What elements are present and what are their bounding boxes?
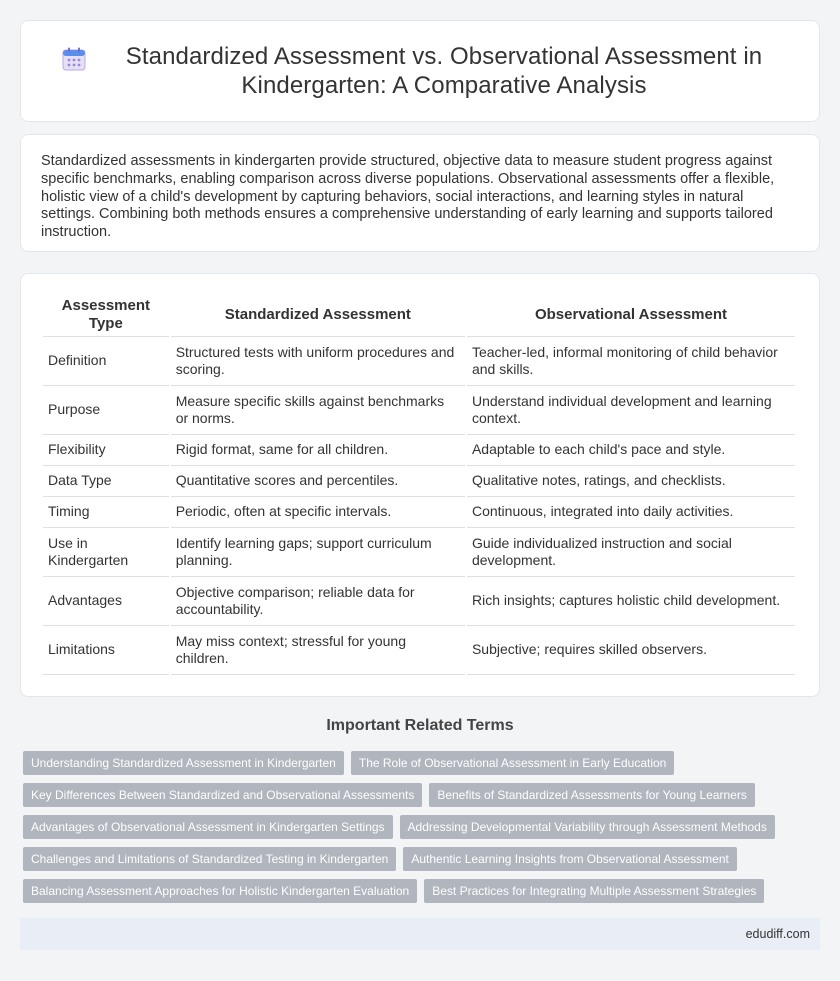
row-label: Purpose xyxy=(43,386,169,435)
observational-cell: Guide individualized instruction and social development. xyxy=(467,528,795,577)
related-terms-title: Important Related Terms xyxy=(326,717,514,734)
table-row xyxy=(43,337,795,386)
title-wrap xyxy=(21,42,819,100)
related-term-tag[interactable]: Advantages of Observational Assessment in Kindergarten Settings xyxy=(23,815,393,839)
standardized-cell: May miss context; stressful for young children. xyxy=(171,626,465,675)
standardized-cell: Structured tests with uniform procedures and scoring. xyxy=(171,337,465,386)
observational-cell: Qualitative notes, ratings, and checklists. xyxy=(467,466,795,497)
table-row xyxy=(43,626,795,675)
intro-card xyxy=(20,134,820,252)
calendar-icon xyxy=(61,46,87,72)
related-terms-list xyxy=(23,751,803,903)
table-row xyxy=(43,386,795,435)
related-term-tag[interactable]: Benefits of Standardized Assessments for Young Learners xyxy=(429,783,755,807)
table-row xyxy=(43,577,795,626)
row-label: Advantages xyxy=(43,577,169,626)
table-row xyxy=(43,497,795,528)
related-term-tag[interactable]: Balancing Assessment Approaches for Holistic Kindergarten Evaluation xyxy=(23,879,417,903)
standardized-cell: Quantitative scores and percentiles. xyxy=(171,466,465,497)
observational-cell: Rich insights; captures holistic child development. xyxy=(467,577,795,626)
related-term-tag[interactable]: The Role of Observational Assessment in Early Education xyxy=(351,751,675,775)
observational-cell: Teacher-led, informal monitoring of child behavior and skills. xyxy=(467,337,795,386)
comparison-table xyxy=(41,293,797,675)
related-term-tag[interactable]: Best Practices for Integrating Multiple Assessment Strategies xyxy=(424,879,764,903)
related-term-tag[interactable]: Challenges and Limitations of Standardized Testing in Kindergarten xyxy=(23,847,396,871)
footer-site-link[interactable]: edudiff.com xyxy=(745,927,810,941)
header-observational: Observational Assessment xyxy=(467,293,795,337)
row-label: Use in Kindergarten xyxy=(43,528,169,577)
observational-cell: Understand individual development and learning context. xyxy=(467,386,795,435)
table-row xyxy=(43,435,795,466)
standardized-cell: Periodic, often at specific intervals. xyxy=(171,497,465,528)
related-term-tag[interactable]: Addressing Developmental Variability through Assessment Methods xyxy=(400,815,775,839)
row-label: Data Type xyxy=(43,466,169,497)
title-card xyxy=(20,20,820,122)
intro-paragraph: Standardized assessments in kindergarten provide structured, objective data to measure student progress against specific benchmarks, enabling comparison across diverse populations. Observational assessments offer a flexible, holistic view of a child's development by capturing behaviors, social interactions, and learning styles in natural settings. Combining both methods ensures a comprehensive understanding of early learning and supports tailored instruction. xyxy=(41,153,775,241)
row-label: Definition xyxy=(43,337,169,386)
table-row xyxy=(43,528,795,577)
footer xyxy=(20,918,820,950)
page-title: Standardized Assessment vs. Observational Assessment in Kindergarten: A Comparative Analysis xyxy=(125,43,763,99)
header-standardized: Standardized Assessment xyxy=(171,293,465,337)
related-term-tag[interactable]: Understanding Standardized Assessment in Kindergarten xyxy=(23,751,344,775)
related-term-tag[interactable]: Authentic Learning Insights from Observational Assessment xyxy=(403,847,737,871)
row-label: Timing xyxy=(43,497,169,528)
row-label: Flexibility xyxy=(43,435,169,466)
standardized-cell: Rigid format, same for all children. xyxy=(171,435,465,466)
standardized-cell: Measure specific skills against benchmarks or norms. xyxy=(171,386,465,435)
row-label: Limitations xyxy=(43,626,169,675)
observational-cell: Continuous, integrated into daily activities. xyxy=(467,497,795,528)
comparison-table-card xyxy=(20,273,820,697)
observational-cell: Subjective; requires skilled observers. xyxy=(467,626,795,675)
table-header-row xyxy=(43,293,795,337)
table-row xyxy=(43,466,795,497)
standardized-cell: Identify learning gaps; support curriculum planning. xyxy=(171,528,465,577)
observational-cell: Adaptable to each child's pace and style. xyxy=(467,435,795,466)
standardized-cell: Objective comparison; reliable data for accountability. xyxy=(171,577,465,626)
related-term-tag[interactable]: Key Differences Between Standardized and Observational Assessments xyxy=(23,783,422,807)
header-assessment-type: Assessment Type xyxy=(43,293,169,337)
